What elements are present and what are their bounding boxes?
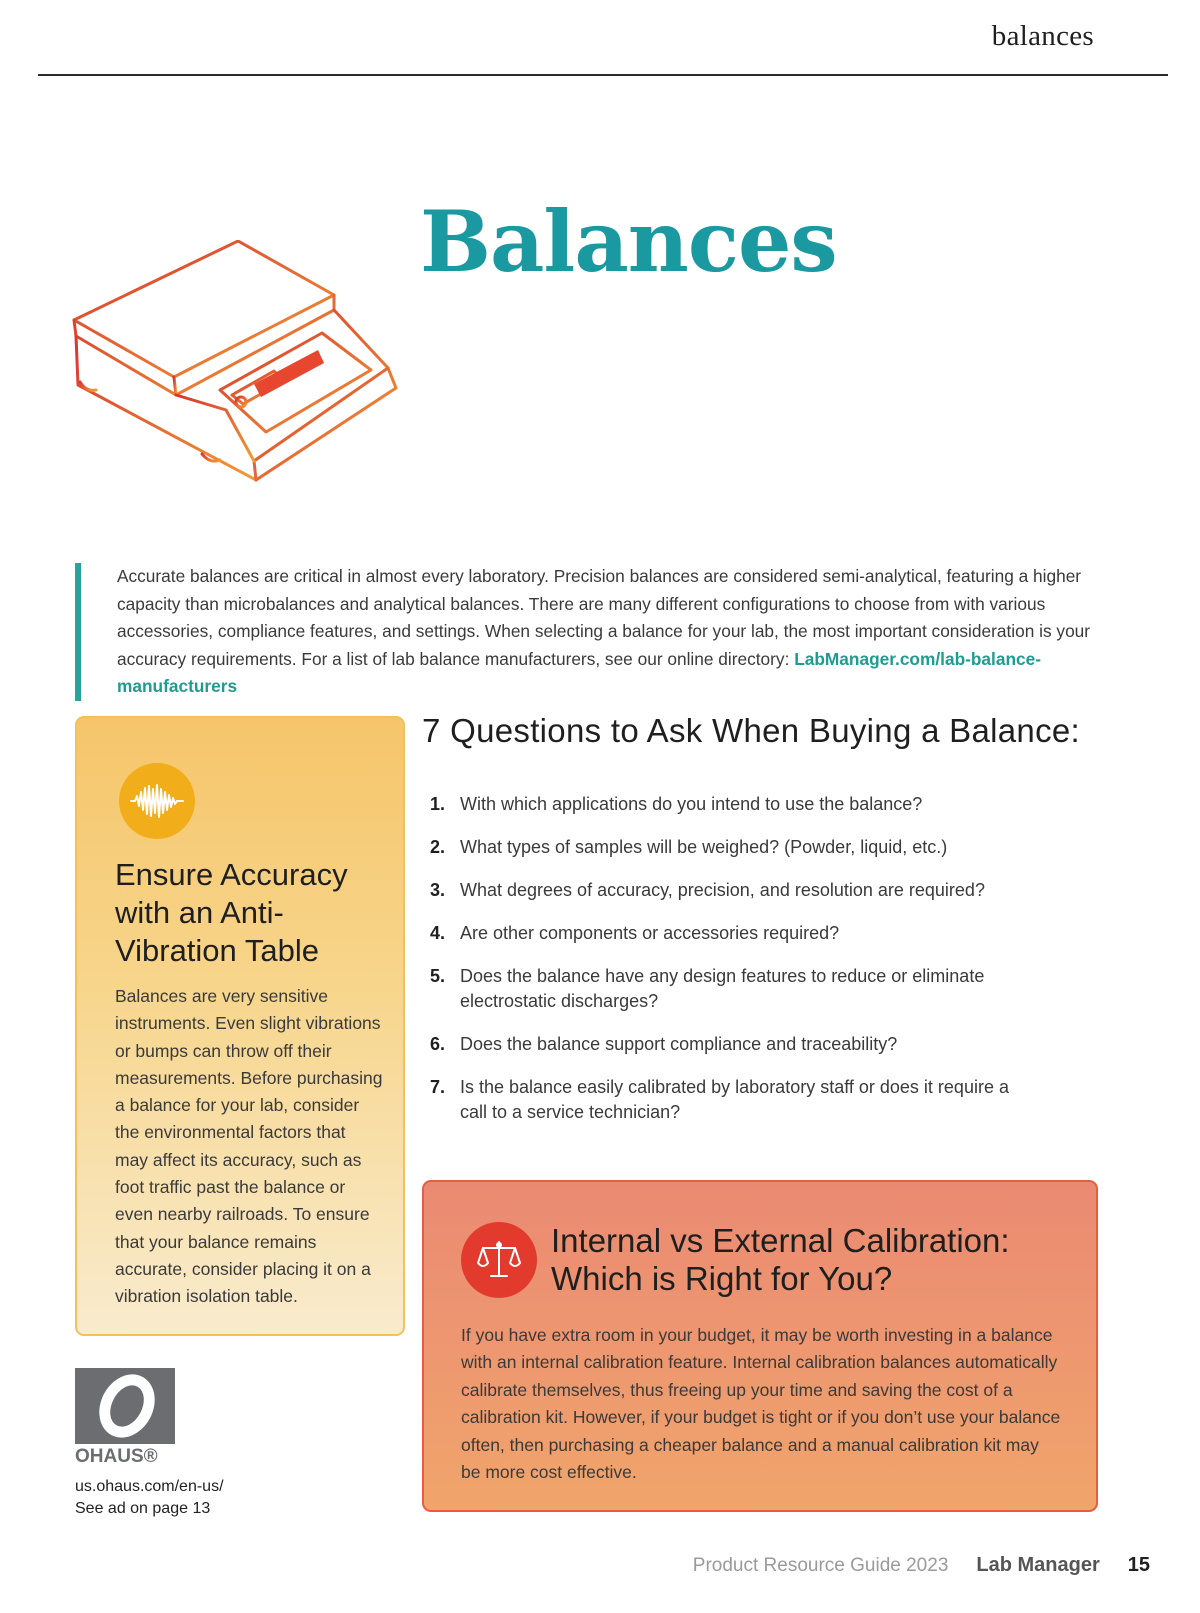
sidebar-body: Balances are very sensitive instruments. Even slight vibrations or bumps can throw off their measurements. Before purchasing a balance for your lab, consider the environmental factors that may affect its accuracy, such as foot traffic past the balance or even nearby railroads. To ensure that your balance remains accurate, consider placing it on a vibration isolation table. (115, 986, 383, 1307)
callout-body: If you have extra room in your budget, it may be worth investing in a balance with an internal calibration feature. Internal calibration balances automatically calibrate themselves, thus freeing up your time and saving the cost of a calibration kit. However, if your budget is tight or if you don’t use your balance often, then purchasing a cheaper balance and a manual calibration kit may be more cost effective. (461, 1325, 1061, 1483)
question-number: 6. (430, 1034, 446, 1054)
callout-title: Internal vs External Calibration: Which is Right for You? (551, 1222, 1010, 1297)
question-number: 7. (430, 1077, 446, 1097)
question-number: 1. (430, 794, 446, 814)
scales-of-justice-icon (461, 1222, 537, 1298)
question-text: Does the balance have any design features to reduce or eliminate electrostatic discharges? (460, 966, 985, 1011)
question-number: 5. (430, 966, 446, 986)
question-item (430, 1032, 1070, 1057)
question-item (430, 792, 1070, 817)
question-item (430, 835, 1070, 860)
question-text: What degrees of accuracy, precision, and resolution are required? (460, 880, 985, 900)
page-title: Balances (420, 192, 837, 291)
question-number: 2. (430, 837, 446, 857)
manufacturers-directory-link[interactable]: LabManager.com/lab-balance-manufacturers (117, 648, 1041, 696)
question-number: 4. (430, 923, 446, 943)
questions-title: 7 Questions to Ask When Buying a Balance: (422, 712, 1081, 749)
anti-vibration-sidebar (75, 716, 405, 1336)
sponsor-ad-note: See ad on page 13 (75, 1500, 211, 1517)
question-item (430, 964, 1015, 1014)
sidebar-title: Ensure Accuracy with an Anti-Vibration Table (115, 857, 348, 968)
header-divider (38, 74, 1168, 76)
question-text: Is the balance easily calibrated by laboratory staff or does it require a call to a service technician? (460, 1077, 1009, 1122)
questions-list (430, 792, 1070, 1125)
calibration-callout (422, 1180, 1098, 1512)
question-text: Does the balance support compliance and traceability? (460, 1034, 898, 1054)
page-number: 15 (1127, 1554, 1150, 1576)
ohaus-logo (75, 1368, 175, 1464)
sponsor-url[interactable]: us.ohaus.com/en-us/ (75, 1478, 224, 1495)
page-footer (693, 1554, 1150, 1577)
footer-guide-title: Product Resource Guide 2023 (692, 1555, 949, 1576)
balance-scale-illustration (66, 240, 416, 505)
intro-text: Accurate balances are critical in almost every laboratory. Precision balances are considered semi-analytical, featuring a higher capacity than microbalances and analytical balances. There are many different configurations to choose from with various accessories, compliance features, and settings. When selecting a balance for your lab, the most important consideration is your accuracy requirements. For a list of lab balance manufacturers, see our online directory: (117, 566, 1091, 669)
sound-wave-icon (119, 763, 195, 839)
section-label: balances (991, 20, 1094, 52)
question-text: What types of samples will be weighed? (Powder, liquid, etc.) (460, 837, 948, 857)
question-item (430, 1075, 1040, 1125)
question-number: 3. (430, 880, 446, 900)
intro-paragraph (75, 563, 1095, 701)
question-text: With which applications do you intend to use the balance? (460, 794, 923, 814)
question-item (430, 921, 1070, 946)
question-text: Are other components or accessories required? (460, 923, 840, 943)
question-item (430, 878, 1070, 903)
footer-magazine-name: Lab Manager (976, 1554, 1100, 1576)
ohaus-wordmark: OHAUS® (75, 1446, 158, 1464)
